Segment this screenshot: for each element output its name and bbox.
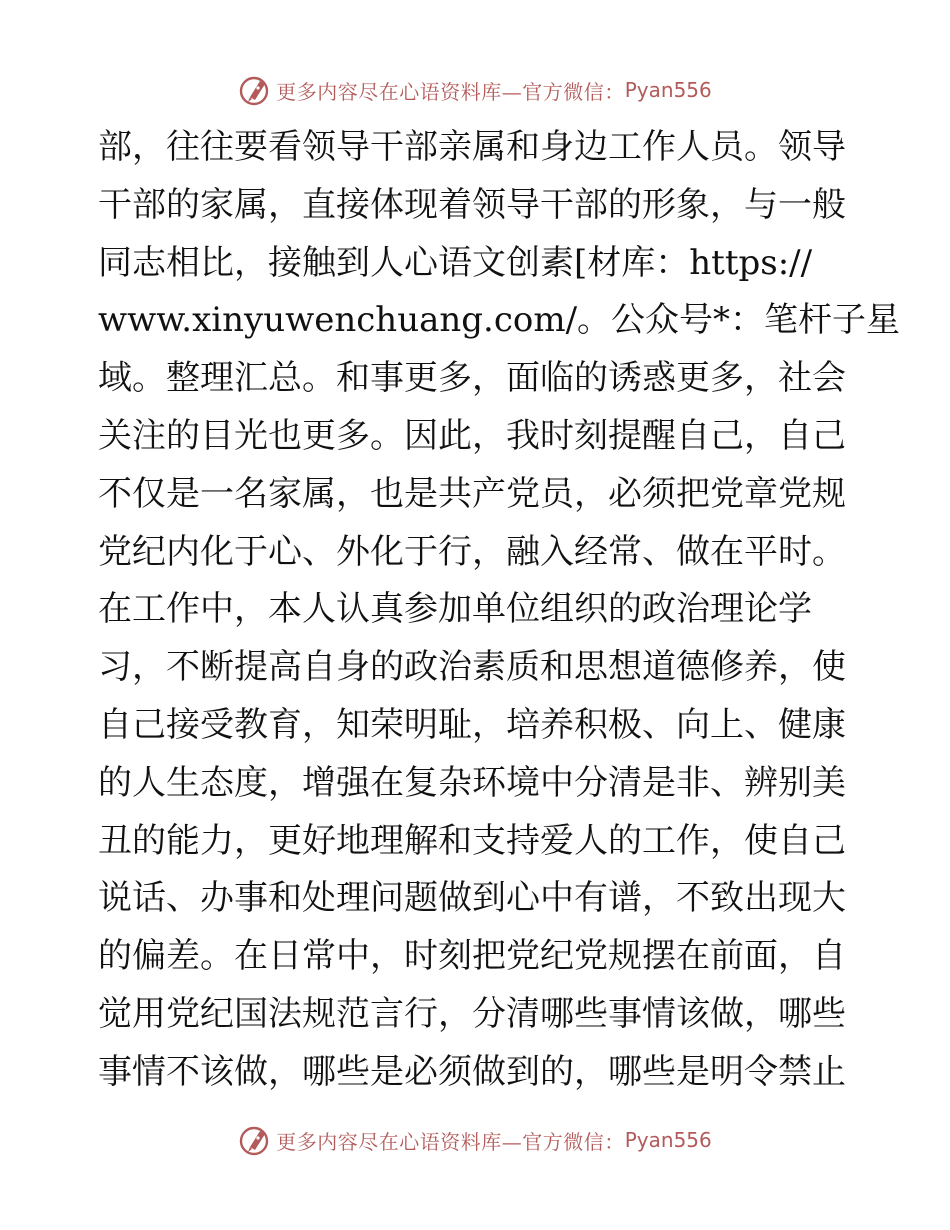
pen-nib-logo-icon <box>238 73 272 107</box>
footer-text: 更多内容尽在心语资料库—官方微信： <box>276 1129 625 1154</box>
header-banner <box>0 70 950 110</box>
body-line: 干部的家属，直接体现着领导干部的形象，与一般 <box>98 184 846 225</box>
body-line: 部，往往要看领导干部亲属和身边工作人员。领导 <box>98 127 846 167</box>
body-line: 域。整理汇总。和事更多，面临的诱惑更多，社会 <box>98 358 846 399</box>
body-line: 同志相比，接触到人心语文创素[材库：https:// <box>98 242 813 283</box>
body-line: 说话、办事和处理问题做到心中有谱，不致出现大 <box>98 878 846 919</box>
body-line: 的人生态度，增强在复杂环境中分清是非、辨别美 <box>98 762 846 803</box>
body-line: 关注的目光也更多。因此，我时刻提醒自己，自己 <box>98 415 846 456</box>
body-line: 觉用党纪国法规范言行，分清哪些事情该做，哪些 <box>98 993 846 1034</box>
body-line: 党纪内化于心、外化于行，融入经常、做在平时。 <box>98 531 846 572</box>
body-line: www.xinyuwenchuang.com/。公众号*：笔杆子星 <box>98 300 901 341</box>
footer-wechat-id: Pyan556 <box>624 1128 712 1152</box>
body-line: 在工作中，本人认真参加单位组织的政治理论学 <box>98 589 812 630</box>
header-text: 更多内容尽在心语资料库—官方微信： <box>276 79 625 104</box>
pen-nib-logo-icon <box>238 1123 272 1157</box>
body-line: 事情不该做，哪些是必须做到的，哪些是明令禁止 <box>98 1051 846 1092</box>
body-line: 习，不断提高自身的政治素质和思想道德修养，使 <box>98 647 846 688</box>
body-line: 丑的能力，更好地理解和支持爱人的工作，使自己 <box>98 820 846 861</box>
body-line: 自己接受教育，知荣明耻，培养积极、向上、健康 <box>98 704 846 745</box>
body-line: 的偏差。在日常中，时刻把党纪党规摆在前面，自 <box>98 936 846 977</box>
body-line: 不仅是一名家属，也是共产党员，必须把党章党规 <box>98 473 846 514</box>
document-body <box>98 119 901 1102</box>
header-wechat-id: Pyan556 <box>624 78 712 102</box>
footer-banner <box>0 1120 950 1160</box>
